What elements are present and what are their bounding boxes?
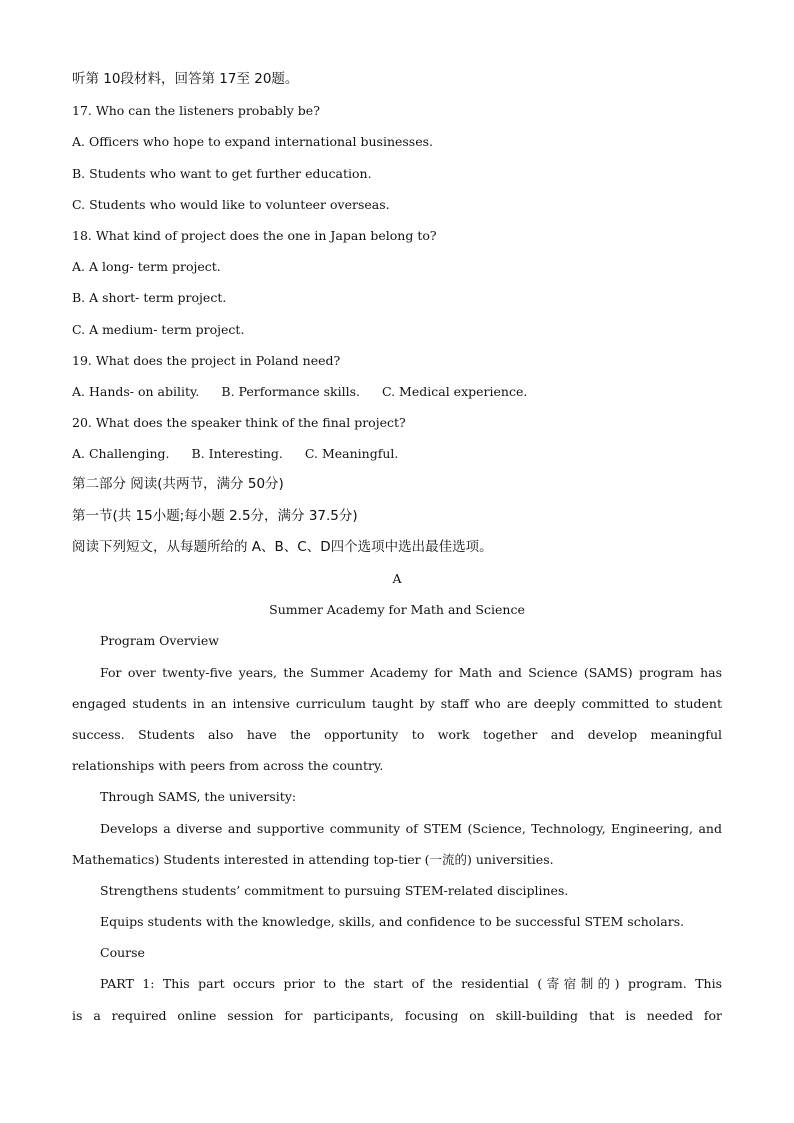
- section1-title: 第一节(共 15小题;每小题 2.5分，满分 37.5分): [72, 507, 358, 524]
- question-20-option-b: B. Interesting.: [191, 446, 283, 462]
- paragraph-3: Strengthens students’ commitment to pursuing STEM-related disciplines.: [100, 882, 569, 898]
- question-19-option-b: B. Performance skills.: [221, 383, 360, 399]
- paragraph-4: Equips students with the knowledge, skills, and confidence to be successful STEM scholars.: [100, 914, 685, 930]
- question-20-stem: 20. What does the speaker think of the final project?: [72, 415, 406, 431]
- question-17-option-b: B. Students who want to get further education.: [72, 165, 372, 181]
- question-19-option-c: C. Medical experience.: [381, 383, 528, 399]
- through-sams-line: Through SAMS, the university:: [100, 789, 297, 805]
- question-18-option-a: A. A long- term project.: [72, 259, 221, 275]
- question-18-option-c: C. A medium- term project.: [72, 321, 245, 337]
- paragraph-1-line-3: success. Students also have the opportunity to work together and develop meaningful: [72, 726, 722, 742]
- paragraph-5-line-2: is a required online session for participants, focusing on skill-building that is needed for: [72, 1007, 722, 1023]
- paragraph-1-line-2: engaged students in an intensive curriculum taught by staff who are deeply committed to student: [72, 695, 722, 711]
- part2-title: 第二部分 阅读(共两节，满分 50分): [72, 476, 284, 493]
- question-19-options: [72, 376, 722, 407]
- question-19-option-a: A. Hands- on ability.: [72, 383, 200, 399]
- paragraph-2-line-1: Develops a diverse and supportive community of STEM (Science, Technology, Engineering, and: [100, 820, 722, 836]
- question-18-option-b: B. A short- term project.: [72, 290, 227, 306]
- passage-letter: A: [392, 571, 402, 586]
- course-heading: Course: [100, 945, 145, 961]
- question-20-option-a: A. Challenging.: [72, 446, 170, 462]
- paragraph-2-line-2: Mathematics) Students interested in attending top-tier (一流的) universities.: [72, 851, 554, 867]
- question-19-stem: 19. What does the project in Poland need?: [72, 352, 341, 368]
- paragraph-5-line-1: PART 1: This part occurs prior to the start of the residential (寄宿制的) program. This: [100, 976, 722, 992]
- reading-instruction: 阅读下列短文，从每题所给的 A、B、C、D四个选项中选出最佳选项。: [72, 538, 493, 555]
- exam-page: [72, 64, 722, 1031]
- question-20-option-c: C. Meaningful.: [304, 446, 399, 462]
- question-17-stem: 17. Who can the listeners probably be?: [72, 103, 320, 119]
- passage-title: Summer Academy for Math and Science: [269, 602, 525, 618]
- overview-heading: Program Overview: [100, 633, 220, 649]
- question-20-options: [72, 438, 722, 469]
- question-18-stem: 18. What kind of project does the one in Japan belong to?: [72, 227, 437, 243]
- question-17-option-c: C. Students who would like to volunteer overseas.: [72, 196, 390, 212]
- paragraph-1-line-1: For over twenty-five years, the Summer Academy for Math and Science (SAMS) program has: [100, 664, 722, 680]
- listening-intro: 听第 10段材料，回答第 17至 20题。: [72, 71, 299, 87]
- paragraph-1-line-4: relationships with peers from across the country.: [72, 758, 384, 774]
- question-17-option-a: A. Officers who hope to expand international businesses.: [72, 134, 434, 150]
